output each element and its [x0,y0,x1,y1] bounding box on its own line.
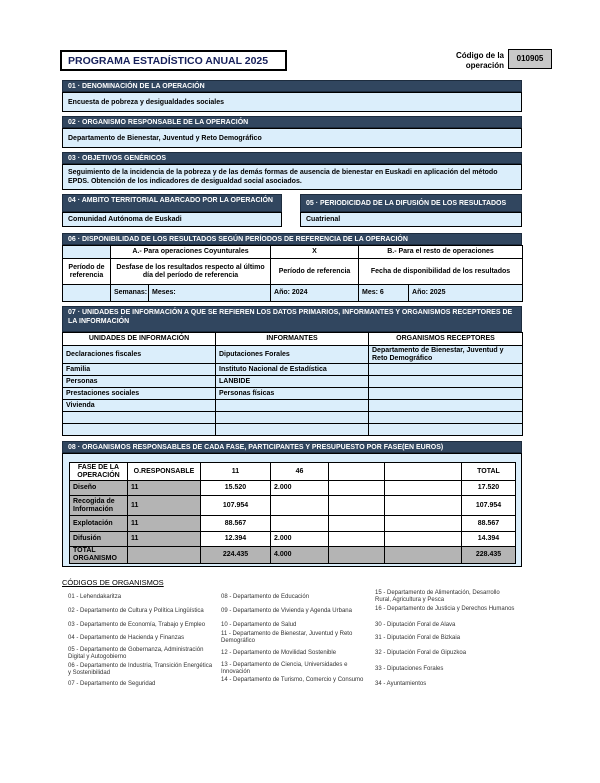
section-02-heading: 02 · ORGANISMO RESPONSABLE DE LA OPERACIÓN [62,116,522,128]
phase-cell: Recogida de Información [70,496,128,516]
section-01-heading: 01 · DENOMINACIÓN DE LA OPERACIÓN [62,80,522,92]
table-row [70,496,516,516]
section-06-table [62,245,523,302]
receiver-cell [369,364,523,376]
code-item: 02 - Departamento de Cultura y Política Lingüística [68,608,204,614]
table-row [63,346,523,364]
availability-label: Fecha de disponibilidad de los resultados [359,259,523,285]
receiver-cell [369,388,523,400]
section-07-table [62,332,523,436]
phase-cell: Diseño [70,481,128,496]
receiver-cell [369,424,523,436]
receiver-cell [369,376,523,388]
ref-period-b: Período de referencia [271,259,359,285]
total-cell: 14.394 [462,532,516,547]
col-receivers: ORGANISMOS RECEPTORES [369,333,523,346]
code-item: 30 - Diputación Foral de Alava [375,622,456,628]
table-row [63,424,523,436]
table-row [63,412,523,424]
informant-cell [216,424,369,436]
operations-b-label: B.- Para el resto de operaciones [359,246,523,259]
unit-cell: Vivienda [63,400,216,412]
code-item: 14 - Departamento de Turismo, Comercio y Consumo [221,677,364,683]
resp-cell: 11 [128,481,201,496]
amount-a-cell: 224.435 [201,547,271,564]
table-row [63,376,523,388]
amount-a-cell: 88.567 [201,516,271,532]
code-item: 05 - Departamento de Gobernanza, Administración Digital y Autogobierno [68,647,204,660]
unit-cell [63,424,216,436]
amount-b-cell [271,516,329,532]
operations-a-mark: X [271,246,359,259]
code-item: 16 - Departamento de Justicia y Derechos Humanos [375,606,515,612]
code-item: 31 - Diputación Foral de Bizkaia [375,635,461,641]
code-item: 04 - Departamento de Hacienda y Finanzas [68,635,185,641]
page-title: PROGRAMA ESTADÍSTICO ANUAL 2025 [60,50,287,71]
phase-cell: TOTAL ORGANISMO [70,547,128,564]
section-05-heading: 05 · PERIODICIDAD DE LA DIFUSIÓN DE LOS RESULTADOS [300,194,522,212]
code-item: 13 - Departamento de Ciencia, Universidades e Innovación [221,662,348,675]
code-item: 03 - Departamento de Economía, Trabajo y Empleo [68,622,206,628]
section-07-heading: 07 · UNIDADES DE INFORMACIÓN A QUE SE REFIEREN LOS DATOS PRIMARIOS, INFORMANTES Y ORGANISMOS RECEPTORES DE LA INFORMACIÓN [62,306,522,332]
section-04-heading: 04 · AMBITO TERRITORIAL ABARCADO POR LA OPERACIÓN [62,194,282,212]
operation-code-value: 010905 [508,49,552,69]
operations-a-label: A.- Para operaciones Coyunturales [111,246,271,259]
table-row [63,400,523,412]
code-item: 06 - Departamento de Industria, Transición Energética y Sostenibilidad [68,663,213,676]
col-org-b: 46 [271,463,329,481]
unit-cell: Personas [63,376,216,388]
col-total: TOTAL [462,463,516,481]
code-item: 08 - Departamento de Educación [221,594,310,600]
unit-cell: Prestaciones sociales [63,388,216,400]
resp-cell: 11 [128,496,201,516]
months-label: Meses: [149,285,271,302]
col-responsible: O.RESPONSABLE [128,463,201,481]
code-item: 11 - Departamento de Bienestar, Juventud y Reto Demográfico [221,631,353,644]
informant-cell: Instituto Nacional de Estadística [216,364,369,376]
total-cell: 107.954 [462,496,516,516]
section-06-heading: 06 · DISPONIBILIDAD DE LOS RESULTADOS SEGÚN PERÍODOS DE REFERENCIA DE LA OPERACIÓN [62,233,522,245]
table-row [63,364,523,376]
informant-cell [216,400,369,412]
col-org-a: 11 [201,463,271,481]
resp-cell: 11 [128,532,201,547]
phase-cell: Explotación [70,516,128,532]
table-row [63,388,523,400]
lag-label: Desfase de los resultados respecto al último día del período de referencia [111,259,271,285]
code-item: 12 - Departamento de Movilidad Sostenible [221,650,337,656]
informant-cell: LANBIDE [216,376,369,388]
table-row-total [70,547,516,564]
code-item: 10 - Departamento de Salud [221,622,297,628]
code-item: 07 - Departamento de Seguridad [68,681,156,687]
code-item: 33 - Diputaciones Forales [375,666,444,672]
amount-b-cell [271,496,329,516]
amount-a-cell: 107.954 [201,496,271,516]
section-03-heading: 03 · OBJETIVOS GENÉRICOS [62,152,522,164]
section-08-panel [62,453,522,567]
budget-table [69,462,516,564]
table-row [70,516,516,532]
section-04-value: Comunidad Autónoma de Euskadi [62,212,282,227]
codes-title: CÓDIGOS DE ORGANISMOS [62,578,164,587]
code-item: 32 - Diputación Foral de Gipuzkoa [375,650,467,656]
resp-cell: 11 [128,516,201,532]
code-item: 34 - Ayuntamientos [375,681,427,687]
section-01-value: Encuesta de pobreza y desigualdades sociales [62,92,522,112]
code-item: 15 - Departamento de Alimentación, Desarrollo Rural, Agricultura y Pesca [375,590,500,603]
phase-cell: Difusión [70,532,128,547]
table-row [70,481,516,496]
unit-cell [63,412,216,424]
informant-cell [216,412,369,424]
informant-cell: Diputaciones Forales [216,346,369,364]
section-08-heading: 08 · ORGANISMOS RESPONSABLES DE CADA FASE, PARTICIPANTES Y PRESUPUESTO POR FASE(EN EUROS) [62,441,522,453]
col-units: UNIDADES DE INFORMACIÓN [63,333,216,346]
col-phase: FASE DE LA OPERACIÓN [70,463,128,481]
operation-code-label: Código de la operación [456,51,504,70]
section-03-value: Seguimiento de la incidencia de la pobreza y de las demás formas de ausencia de bienestar en Euskadi en aplicación del método EPDS. Obtención de los indicadores de desigualdad social asociados. [62,164,522,190]
avail-year: Año: 2025 [409,285,523,302]
ref-year: Año: 2024 [271,285,359,302]
code-item: 09 - Departamento de Vivienda y Agenda Urbana [221,608,352,614]
receiver-cell: Departamento de Bienestar, Juventud y Reto Demográfico [369,346,523,364]
unit-cell: Declaraciones fiscales [63,346,216,364]
total-cell: 88.567 [462,516,516,532]
section-05-value: Cuatrienal [300,212,522,227]
table-row [70,532,516,547]
total-cell: 17.520 [462,481,516,496]
amount-b-cell: 2.000 [271,481,329,496]
total-cell: 228.435 [462,547,516,564]
weeks-label: Semanas: [111,285,149,302]
amount-b-cell: 2.000 [271,532,329,547]
amount-b-cell: 4.000 [271,547,329,564]
col-informants: INFORMANTES [216,333,369,346]
code-item: 01 - Lehendakaritza [68,594,122,600]
amount-a-cell: 15.520 [201,481,271,496]
avail-month: Mes: 6 [359,285,409,302]
ref-period-a: Período de referencia [63,259,111,285]
receiver-cell [369,412,523,424]
receiver-cell [369,400,523,412]
amount-a-cell: 12.394 [201,532,271,547]
section-02-value: Departamento de Bienestar, Juventud y Reto Demográfico [62,128,522,148]
informant-cell: Personas físicas [216,388,369,400]
unit-cell: Familia [63,364,216,376]
